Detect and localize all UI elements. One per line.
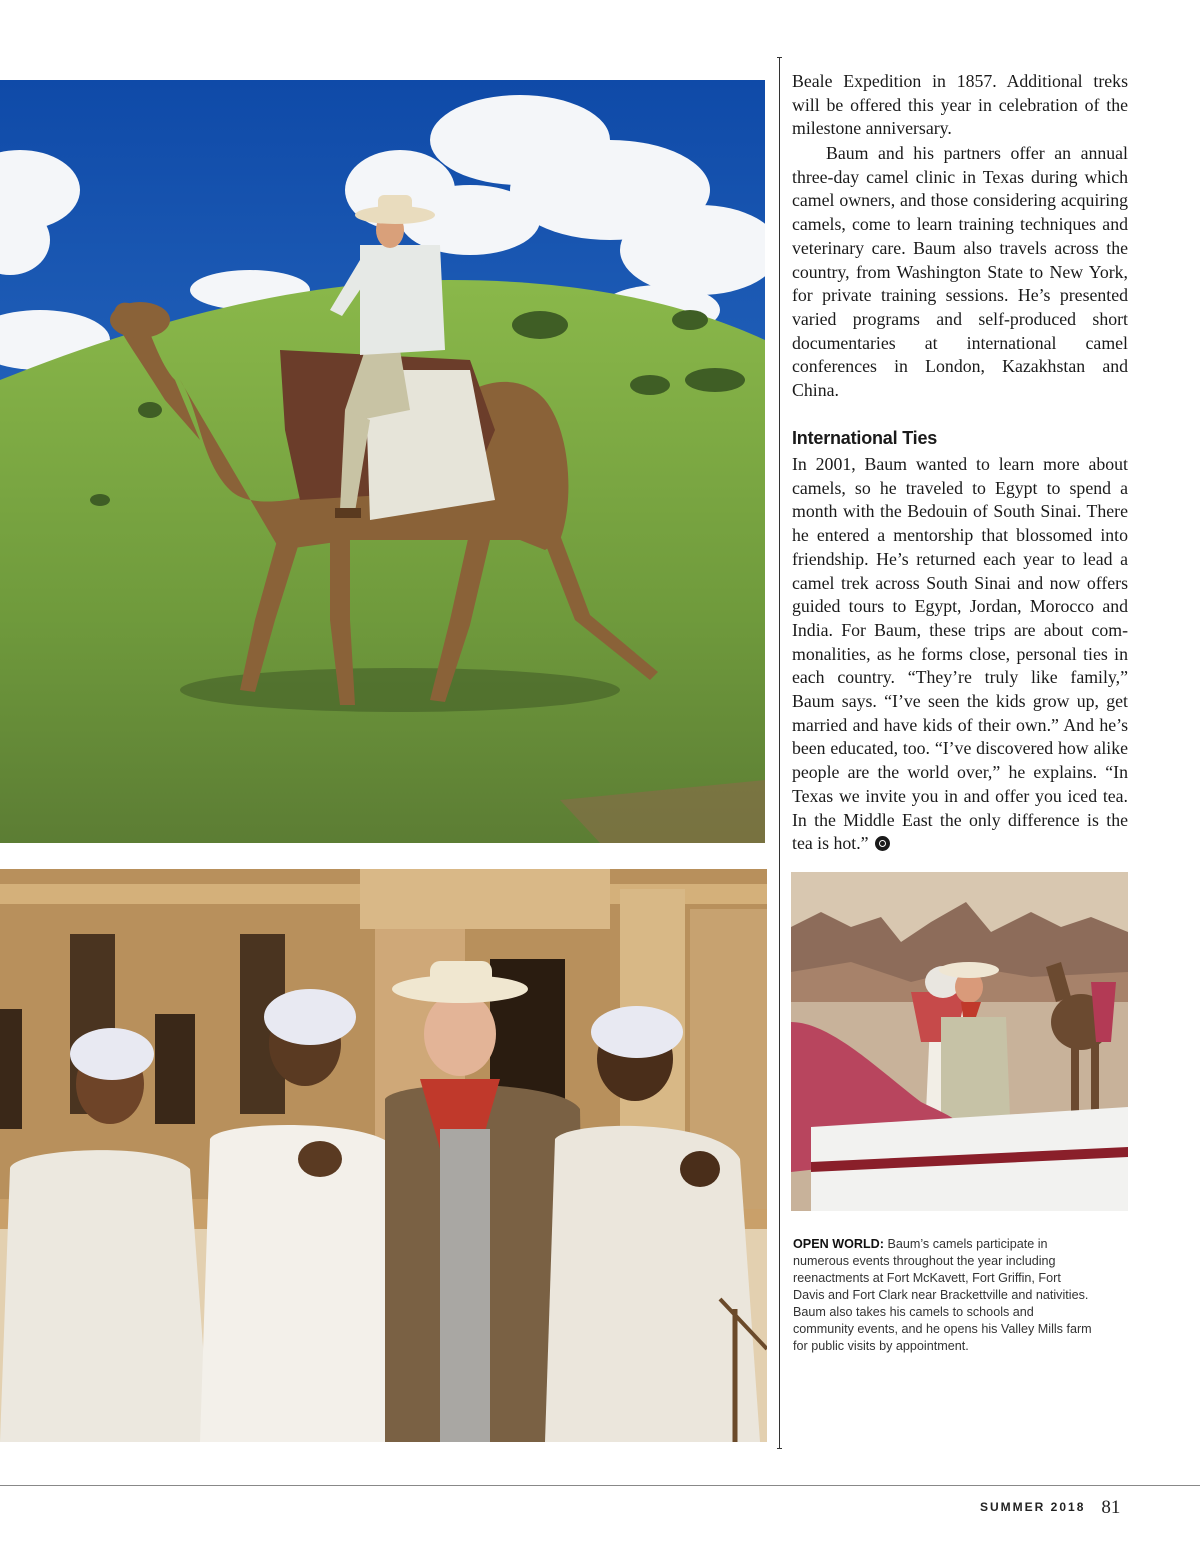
desert-illustration (791, 872, 1128, 1211)
temple-group-illustration (0, 869, 767, 1442)
article-paragraph-2: Baum and his partners offer an annual three-day camel clinic in Texas during which camel owners, and those considering acquiring camels, come to learn training techniques and veterinary care. Baum also travels across the country, from Washington State to New York, for private training sessions. He’s presented varied programs and self-produced short documentaries at international camel conferences in London, Kazakhstan and China. (792, 143, 1128, 401)
article-paragraph-1: Beale Expedition in 1857. Additional treks will be offered this year in celebration of the milestone anniversary. (792, 71, 1128, 139)
photo-caption (793, 1236, 1093, 1355)
footer-rule (0, 1485, 1200, 1486)
section-heading: International Ties (792, 428, 938, 448)
article-paragraph-3 (792, 453, 1128, 856)
issue-season: SUMMER 2018 (980, 1500, 1086, 1514)
article-paragraph-3-text: In 2001, Baum wanted to learn more about camels, so he traveled to Egypt to spend a month with the Bedouin of South Sinai. There he entered a mentorship that blossomed into friendship. He’s returned each year to lead a camel trek across South Sinai and now offers guided tours to Egypt, Jordan, Morocco and India. For Baum, these trips are about commonalities, as he forms close, personal ties in each country. “They’re truly like family,” Baum says. “I’ve seen the kids grow up, get married and have kids of their own.” And he’s been educated, too. “I’ve discovered how alike people are the world over,” he explains. “In Texas we invite you in and offer you iced tea. In the Middle East the only difference is the tea is hot.” (792, 454, 1128, 854)
egypt-group-photo (0, 869, 767, 1442)
folio (980, 1497, 1120, 1519)
camel-rider-illustration (0, 80, 765, 843)
camel-rider-photo (0, 80, 765, 843)
end-of-article-icon (875, 836, 890, 851)
caption-label: OPEN WORLD: (793, 1237, 884, 1251)
caption-text: Baum’s camels participate in numerous events throughout the year including reenactments at Fort McKavett, Fort Griffin, Fort Davis and Fort Clark near Brackettville and nativities. Baum also takes his camels to schools and community events, and he opens his Valley Mills farm for public visits by appointment. (793, 1237, 1092, 1353)
desert-camels-photo (791, 872, 1128, 1211)
page-number: 81 (1101, 1497, 1121, 1518)
column-divider-tick-bottom (777, 1448, 782, 1449)
column-divider (779, 57, 780, 1449)
column-divider-tick-top (777, 57, 782, 58)
